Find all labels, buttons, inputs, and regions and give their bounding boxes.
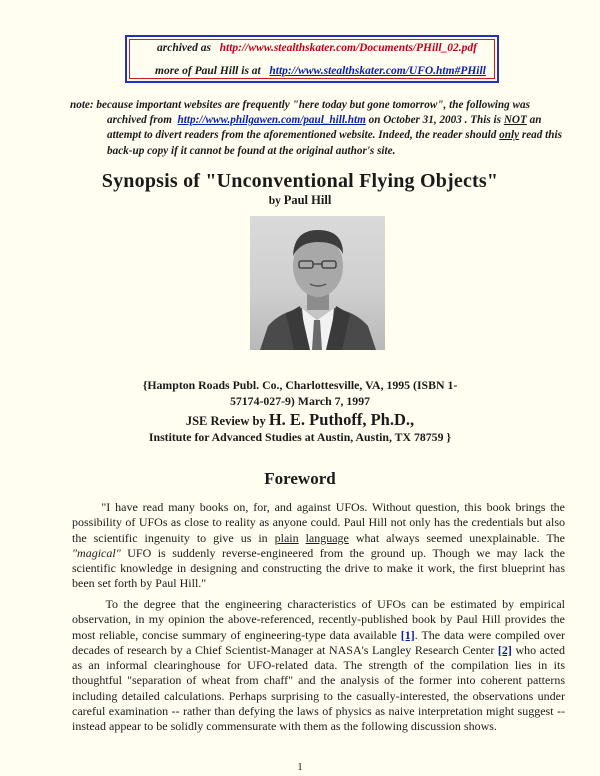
p1-text-a: "I have read many books on, for, and against UFOs. Without question, this book brings the possibility of UFOs as close to reality as anyone could. Paul Hill not only has the credentials but also the scientific ingenuity to give us in (72, 500, 566, 545)
byline-author: Paul Hill (283, 193, 332, 207)
publication-line1: {Hampton Roads Publ. Co., Charlottesville, VA, 1995 (ISBN 1- (142, 378, 458, 392)
p1-language: language (305, 530, 349, 545)
more-of-line (127, 65, 525, 77)
archived-as-url: http://www.stealthskater.com/Documents/PHill_02.pdf (219, 42, 477, 54)
archived-as-line (127, 42, 527, 54)
reference-2-link[interactable]: [2] (497, 642, 512, 657)
p1-magical: "magical" (72, 545, 121, 560)
document-title: Synopsis of "Unconventional Flying Objects" (101, 170, 499, 192)
publication-info (0, 377, 600, 409)
more-label: more of Paul Hill is at (155, 65, 261, 77)
p1-plain: plain (274, 530, 299, 545)
review-prefix: JSE Review by (185, 414, 266, 428)
p2-text-c: who acted as an informal clearinghouse for UFO-related data. The strength of the compilation lies in its thoughtful "separation of wheat from chaff" and the analysis of the former into coherent patterns including detailed calculations. Perhaps surprising to the casually-interested, the observations under careful examination -- rather than defying the laws of physics as naive interpretation might suggest -- instead appear to be solidly commensurate with them as the following discussion shows. (72, 642, 565, 734)
more-url-link[interactable]: http://www.stealthskater.com/UFO.htm#PHill (269, 65, 486, 77)
p1-space (299, 531, 306, 545)
author-portrait-photo (250, 216, 385, 350)
original-site-link[interactable]: http://www.philgawen.com/paul_hill.htm (177, 114, 366, 127)
archived-as-label: archived as (157, 42, 211, 54)
archive-info-box (125, 35, 499, 83)
note-part3: on October 31, 2003 . This is (365, 114, 504, 127)
foreword-heading: Foreword (264, 469, 336, 488)
note-only: only (499, 129, 520, 142)
archive-note (70, 98, 570, 159)
foreword-paragraph-1 (72, 500, 565, 592)
byline-by: by (268, 195, 281, 207)
p2-text-b: . The data were compiled over decades of research by a Chief Scientist-Manager at NASA's Langley Research Center (72, 627, 566, 657)
byline (0, 193, 600, 208)
portrait-illustration (250, 216, 385, 350)
p1-text-c: UFO is suddenly reverse-engineered from the ground up. Though we may lack the scientific knowledge in designing and constructing the drive to make it work, the first blueprint has been set forth by Paul Hill." (72, 545, 565, 591)
note-part5: read this back-up copy if it cannot be found at the original author's site. (107, 129, 562, 157)
note-part2: archived from (107, 114, 172, 127)
institute-line: Institute for Advanced Studies at Austin, Austin, TX 78759 } (148, 430, 452, 444)
p1-text-b: what always seemed unexplainable. The (348, 530, 565, 545)
note-part4: an attempt to divert readers from the aforementioned website. Indeed, the reader should (107, 114, 542, 142)
p2-text-a: To the degree that the engineering characteristics of UFOs can be estimated by empirical observation, in my opinion the above-referenced, recently-published book by Paul Hill provides the most reliable, concise summary of engineering-type data available (72, 597, 566, 642)
publication-line2: 57174-027-9) March 7, 1997 (229, 394, 370, 408)
note-part1: note: because important websites are frequently "here today but gone tomorrow", the following was (70, 99, 530, 111)
review-line (0, 410, 600, 430)
reviewer-name: H. E. Puthoff, Ph.D., (268, 410, 415, 429)
page-number: 1 (297, 761, 303, 773)
reference-1-link[interactable]: [1] (400, 627, 415, 642)
foreword-paragraph-2 (72, 597, 565, 735)
note-not: NOT (503, 114, 527, 127)
